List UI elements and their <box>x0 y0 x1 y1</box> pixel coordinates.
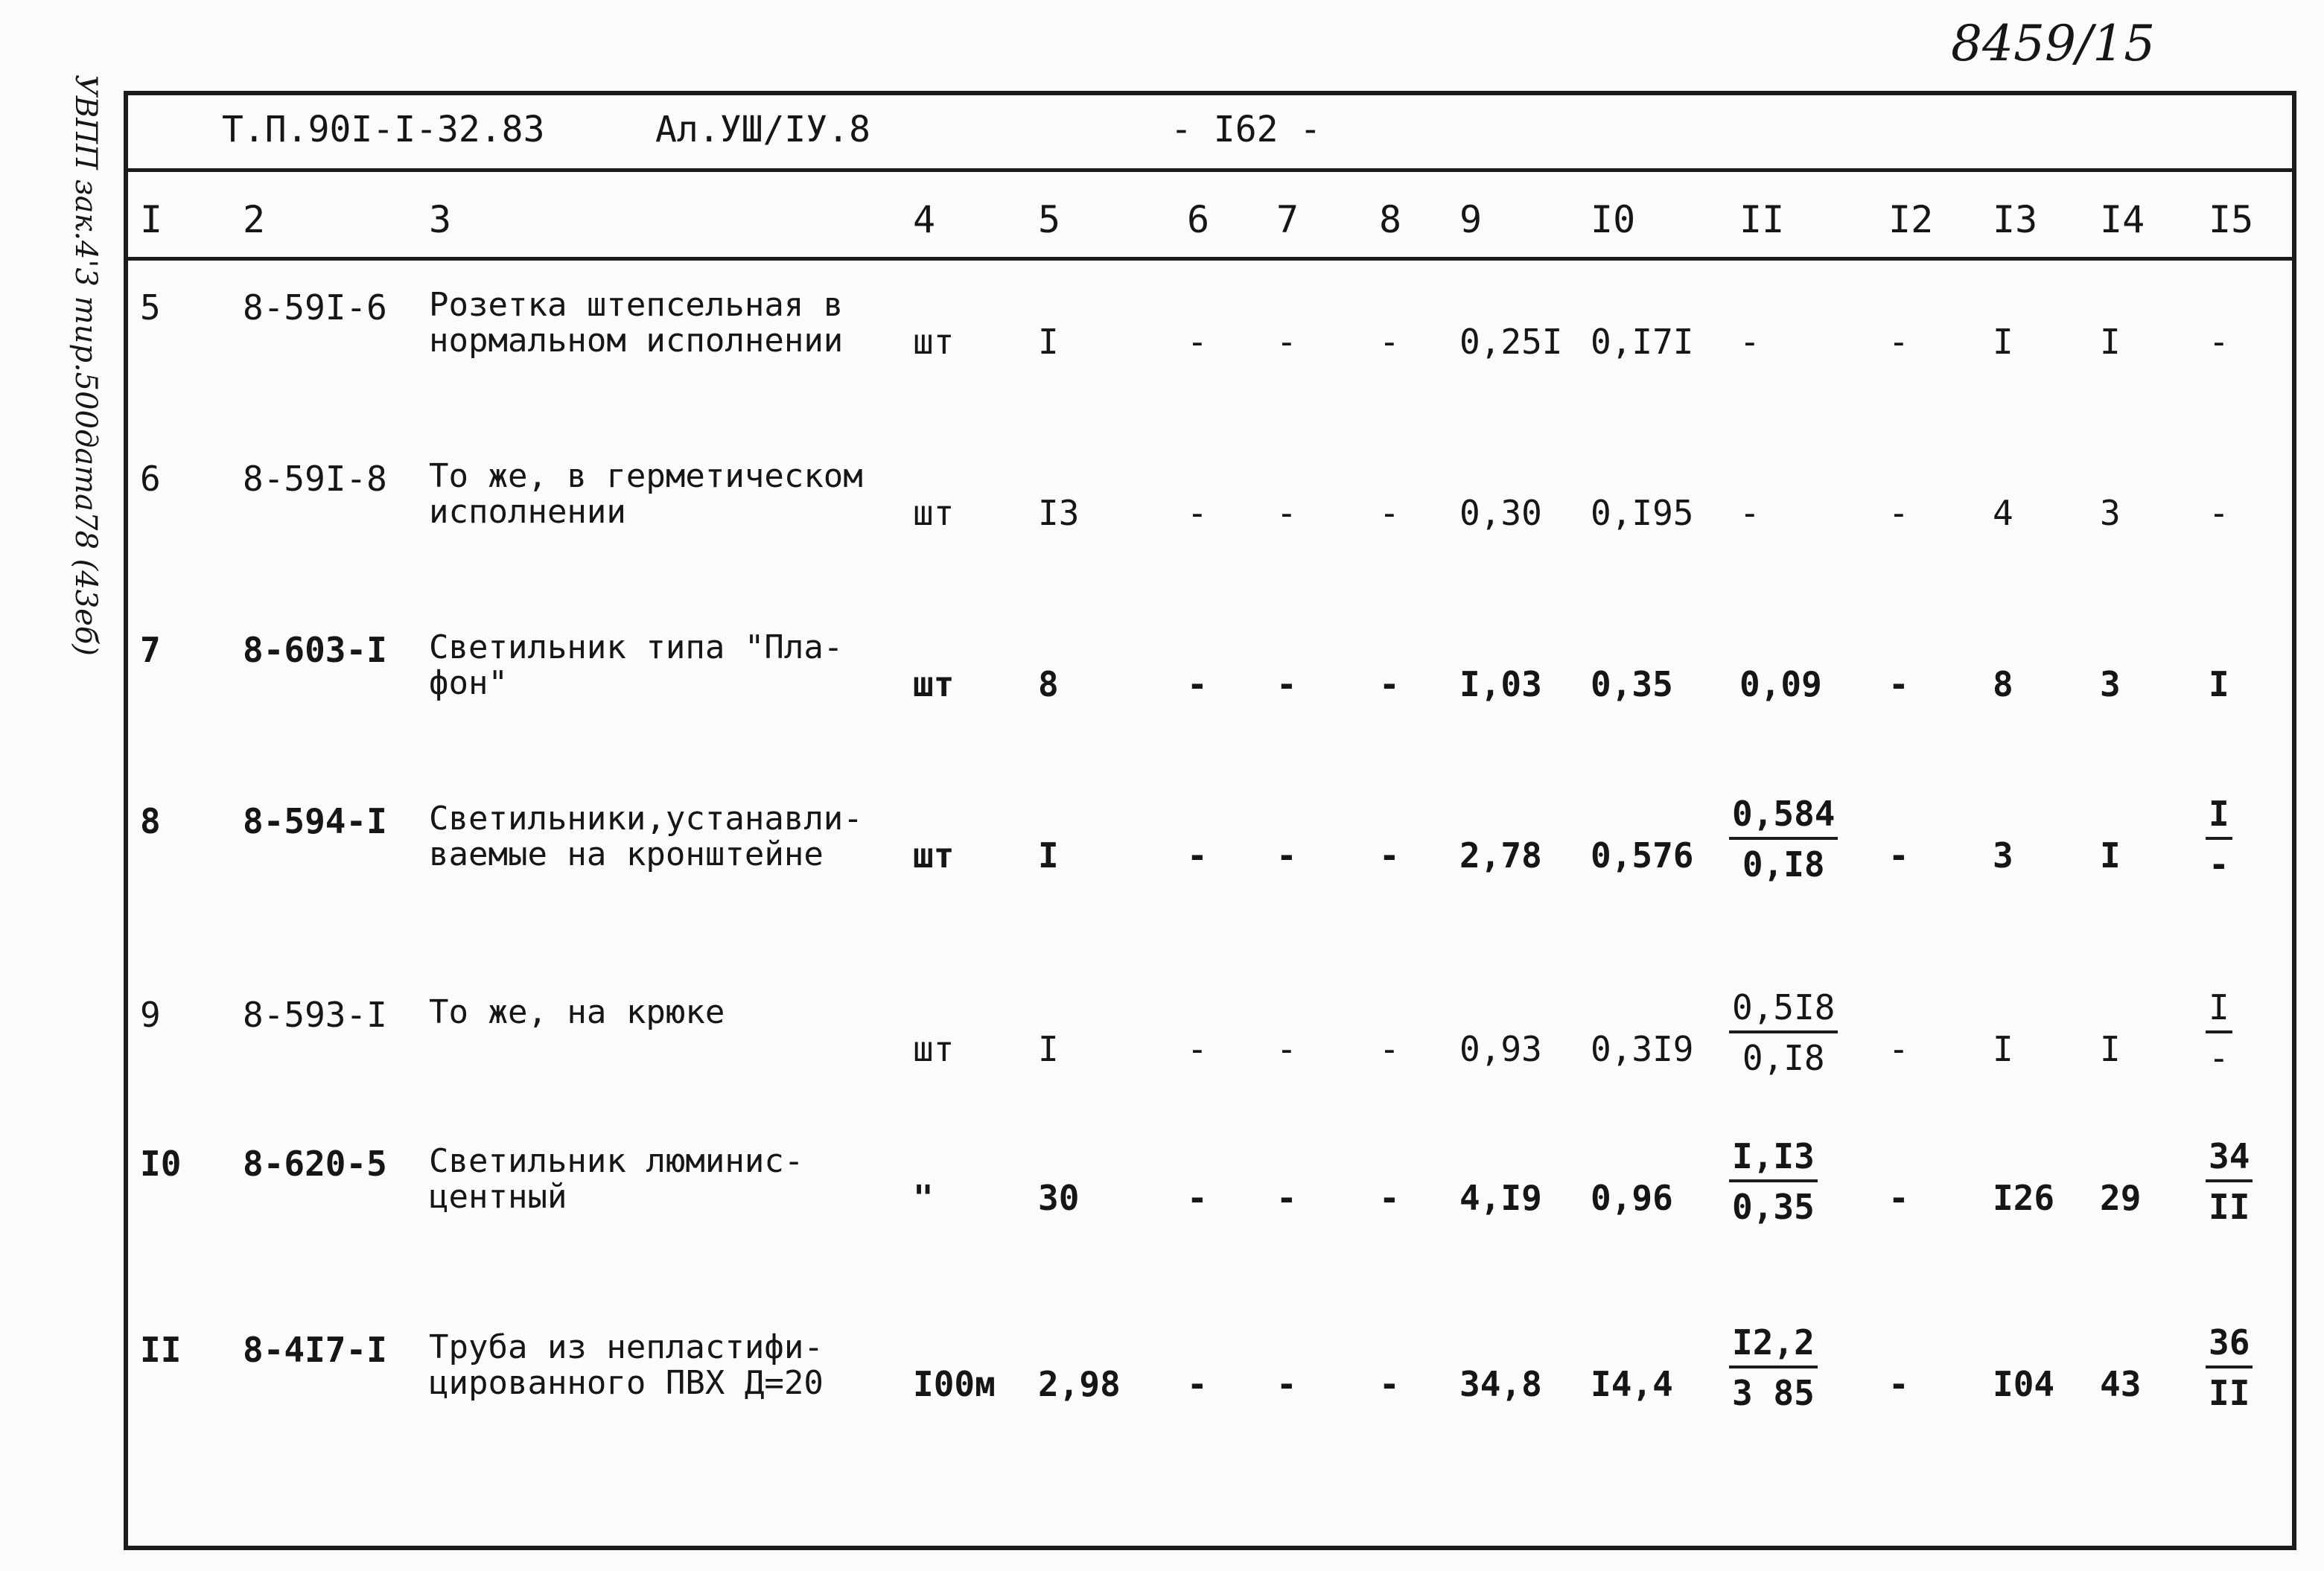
value-col-12: - <box>1888 1178 1909 1218</box>
value-col-9: 2,78 <box>1459 835 1542 876</box>
value-col-9: 0,30 <box>1459 493 1542 533</box>
value-col-8: - <box>1379 835 1400 876</box>
norm-code: 8-4I7-I <box>243 1330 387 1370</box>
norm-code: 8-593-I <box>243 995 387 1035</box>
quantity: 30 <box>1038 1178 1080 1218</box>
value-col-13: I <box>1993 322 2013 362</box>
value-col-13: 3 <box>1993 835 2013 876</box>
column-number-4: 4 <box>913 198 936 241</box>
value-col-11: I2,2 <box>1729 1325 1818 1368</box>
quantity: 8 <box>1038 664 1059 704</box>
value-col-8: - <box>1379 664 1400 704</box>
column-number-15: I5 <box>2209 198 2254 241</box>
value-col-11: - <box>1739 322 1760 362</box>
value-col-9: 0,93 <box>1459 1029 1542 1069</box>
value-col-6: - <box>1187 493 1208 533</box>
value-col-7: - <box>1276 1364 1297 1404</box>
column-number-7: 7 <box>1276 198 1299 241</box>
value-col-6: - <box>1187 1364 1208 1404</box>
item-name: Светильники,устанавли- ваемые на кронштейне <box>429 800 863 873</box>
value-col-7: - <box>1276 322 1297 362</box>
value-col-11: - <box>1739 493 1760 533</box>
value-col-15: 34 <box>2206 1139 2253 1182</box>
value-col-14: 43 <box>2100 1364 2142 1404</box>
value-col-10: I4,4 <box>1591 1364 1673 1404</box>
value-col-15-fraction <box>2206 1322 2253 1413</box>
column-number-2: 2 <box>243 198 266 241</box>
value-col-11-denominator: 3 85 <box>1732 1373 1815 1413</box>
column-number-8: 8 <box>1379 198 1402 241</box>
header-divider <box>124 168 2296 172</box>
unit: шт <box>913 835 955 876</box>
value-col-7: - <box>1276 835 1297 876</box>
value-col-15-fraction <box>2206 794 2232 885</box>
quantity: 2,98 <box>1038 1364 1121 1404</box>
value-col-11-fraction <box>1729 987 1838 1078</box>
value-col-9: 0,25I <box>1459 322 1563 362</box>
value-col-11-denominator: 0,I8 <box>1742 844 1825 885</box>
norm-code: 8-620-5 <box>243 1144 387 1184</box>
value-col-11-fraction <box>1729 1136 1818 1227</box>
value-col-7: - <box>1276 1029 1297 1069</box>
unit: I00м <box>913 1364 996 1404</box>
value-col-14: 29 <box>2100 1178 2142 1218</box>
value-col-13: 8 <box>1993 664 2013 704</box>
item-name: То же, на крюке <box>429 993 725 1031</box>
value-col-8: - <box>1379 493 1400 533</box>
album-number: Ал.УШ/IУ.8 <box>655 109 870 150</box>
value-col-9: I,03 <box>1459 664 1542 704</box>
norm-code: 8-594-I <box>243 801 387 841</box>
value-col-14: I <box>2100 322 2121 362</box>
unit: шт <box>913 322 955 362</box>
value-col-6: - <box>1187 1029 1208 1069</box>
value-col-14: 3 <box>2100 493 2121 533</box>
value-col-11: 0,5I8 <box>1729 990 1838 1033</box>
value-col-15: - <box>2209 493 2229 533</box>
column-number-12: I2 <box>1888 198 1934 241</box>
value-col-13: 4 <box>1993 493 2013 533</box>
value-col-10: 0,35 <box>1591 664 1673 704</box>
value-col-7: - <box>1276 1178 1297 1218</box>
value-col-11: 0,09 <box>1739 664 1822 704</box>
value-col-10: 0,96 <box>1591 1178 1673 1218</box>
row-number: 5 <box>140 287 161 328</box>
value-col-12: - <box>1888 493 1909 533</box>
unit: шт <box>913 664 955 704</box>
column-number-3: 3 <box>429 198 452 241</box>
value-col-11-denominator: 0,35 <box>1732 1187 1815 1227</box>
value-col-10: 0,3I9 <box>1591 1029 1694 1069</box>
value-col-11-denominator: 0,I8 <box>1742 1038 1825 1078</box>
value-col-12: - <box>1888 835 1909 876</box>
item-name: Труба из непластифи- цированного ПВХ Д=20 <box>429 1328 824 1402</box>
column-number-9: 9 <box>1459 198 1483 241</box>
side-margin-note: УВПП зак.4'3 тир.500дата78 (43еб) <box>69 74 103 656</box>
norm-code: 8-603-I <box>243 630 387 670</box>
item-name: Светильник типа "Пла- фон" <box>429 628 844 702</box>
row-number: II <box>140 1330 182 1370</box>
value-col-15: I <box>2206 797 2232 840</box>
norm-code: 8-59I-8 <box>243 459 387 499</box>
value-col-9: 4,I9 <box>1459 1178 1542 1218</box>
row-number: 6 <box>140 459 161 499</box>
column-number-14: I4 <box>2100 198 2145 241</box>
value-col-6: - <box>1187 664 1208 704</box>
item-name: Розетка штепсельная в нормальном исполнении <box>429 286 844 360</box>
quantity: I3 <box>1038 493 1080 533</box>
value-col-12: - <box>1888 1029 1909 1069</box>
page-number: - I62 - <box>1171 109 1322 150</box>
value-col-15-denominator: II <box>2209 1373 2250 1413</box>
quantity: I <box>1038 1029 1059 1069</box>
value-col-6: - <box>1187 322 1208 362</box>
value-col-7: - <box>1276 493 1297 533</box>
value-col-9: 34,8 <box>1459 1364 1542 1404</box>
row-number: 9 <box>140 995 161 1035</box>
value-col-7: - <box>1276 664 1297 704</box>
value-col-6: - <box>1187 835 1208 876</box>
item-name: Светильник люминис- центный <box>429 1142 804 1216</box>
value-col-11: I,I3 <box>1729 1139 1818 1182</box>
row-number: 7 <box>140 630 161 670</box>
norm-code: 8-59I-6 <box>243 287 387 328</box>
value-col-15-denominator: - <box>2209 1038 2229 1078</box>
value-col-8: - <box>1379 1364 1400 1404</box>
value-col-12: - <box>1888 322 1909 362</box>
value-col-8: - <box>1379 1178 1400 1218</box>
value-col-6: - <box>1187 1178 1208 1218</box>
value-col-11: 0,584 <box>1729 797 1838 840</box>
value-col-15: I <box>2209 664 2229 704</box>
document-code: Т.П.90I-I-32.83 <box>222 109 545 150</box>
value-col-15-fraction <box>2206 987 2232 1078</box>
quantity: I <box>1038 322 1059 362</box>
value-col-14: I <box>2100 835 2121 876</box>
row-number: I0 <box>140 1144 182 1184</box>
value-col-8: - <box>1379 1029 1400 1069</box>
value-col-13: I04 <box>1993 1364 2055 1404</box>
value-col-8: - <box>1379 322 1400 362</box>
value-col-15: I <box>2206 990 2232 1033</box>
value-col-15-denominator: - <box>2209 844 2229 885</box>
value-col-15-denominator: II <box>2209 1187 2250 1227</box>
unit: " <box>913 1178 934 1218</box>
value-col-13: I26 <box>1993 1178 2055 1218</box>
column-number-10: I0 <box>1591 198 1636 241</box>
archive-number-stamp: 8459/15 <box>1951 15 2156 72</box>
value-col-15: 36 <box>2206 1325 2253 1368</box>
value-col-13: I <box>1993 1029 2013 1069</box>
value-col-10: 0,576 <box>1591 835 1694 876</box>
unit: шт <box>913 1029 955 1069</box>
column-number-11: II <box>1739 198 1785 241</box>
value-col-14: 3 <box>2100 664 2121 704</box>
value-col-15-fraction <box>2206 1136 2253 1227</box>
column-number-5: 5 <box>1038 198 1061 241</box>
value-col-11-fraction <box>1729 1322 1818 1413</box>
value-col-12: - <box>1888 664 1909 704</box>
value-col-15: - <box>2209 322 2229 362</box>
column-number-6: 6 <box>1187 198 1210 241</box>
value-col-11-fraction <box>1729 794 1838 885</box>
value-col-10: 0,I95 <box>1591 493 1694 533</box>
value-col-12: - <box>1888 1364 1909 1404</box>
value-col-14: I <box>2100 1029 2121 1069</box>
column-number-13: I3 <box>1993 198 2038 241</box>
column-header-divider <box>124 257 2296 261</box>
unit: шт <box>913 493 955 533</box>
row-number: 8 <box>140 801 161 841</box>
item-name: То же, в герметическом исполнении <box>429 457 863 531</box>
quantity: I <box>1038 835 1059 876</box>
value-col-10: 0,I7I <box>1591 322 1694 362</box>
column-number-1: I <box>140 198 163 241</box>
